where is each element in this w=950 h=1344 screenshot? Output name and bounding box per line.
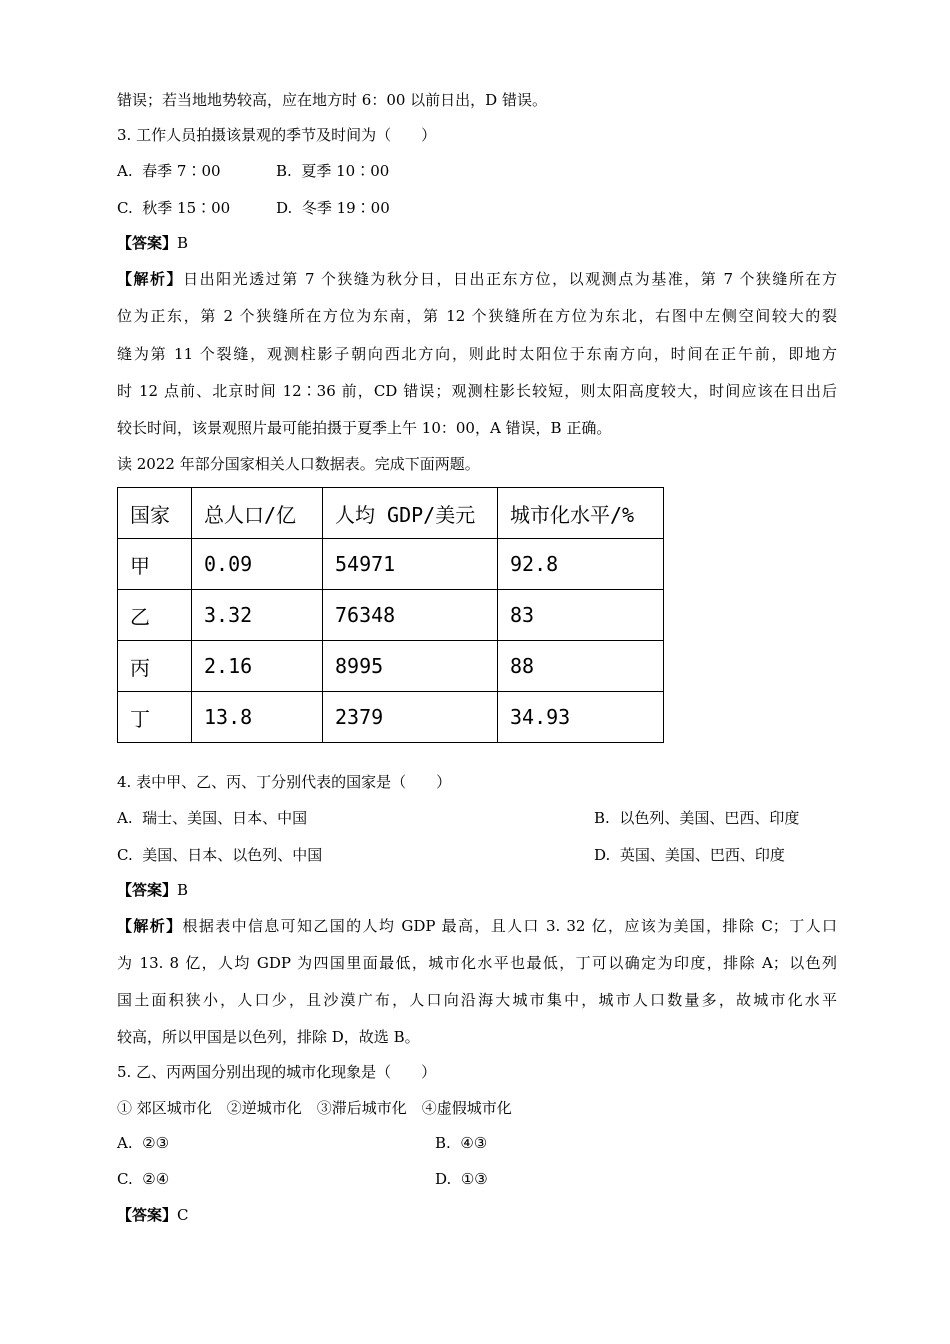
q3-answer (117, 233, 837, 253)
option-letter: A. (117, 809, 133, 827)
cell-population: 2.16 (192, 641, 323, 692)
q5-option-b (435, 1133, 487, 1153)
q5-option-d (435, 1169, 488, 1189)
q3-option-b (276, 161, 389, 181)
option-letter: B. (435, 1134, 451, 1152)
q3-option-d (276, 198, 390, 218)
cell-country: 甲 (118, 539, 192, 590)
table-intro: 读 2022 年部分国家相关人口数据表。完成下面两题。 (117, 455, 480, 473)
q4-analysis-line-4: 较高，所以甲国是以色列，排除 D，故选 B。 (117, 1028, 420, 1046)
table-header-row (118, 488, 664, 539)
option-text: ②③ (142, 1134, 170, 1152)
q3-analysis-line-4: 时 12 点前、北京时间 12∶36 前，CD 错误；观测柱影长较短，则太阳高度较大，时间应该在日出后 (117, 382, 837, 400)
option-letter: C. (117, 846, 133, 864)
option-text: 冬季 19∶00 (301, 199, 390, 217)
q5-stem: 5. 乙、丙两国分别出现的城市化现象是（ ） (117, 1063, 437, 1081)
answer-label: 【答案】 (117, 881, 178, 899)
table-row (118, 539, 664, 590)
option-letter: A. (117, 1134, 133, 1152)
option-letter: B. (594, 809, 610, 827)
option-letter: C. (117, 1170, 133, 1188)
population-data-table (117, 487, 664, 743)
q2-analysis-tail: 错误；若当地地势较高，应在地方时 6：00 以前日出，D 错误。 (117, 91, 547, 109)
q3-option-a (117, 161, 221, 181)
option-text: 秋季 15∶00 (142, 199, 231, 217)
option-text: 瑞士、美国、日本、中国 (142, 809, 308, 827)
q5-option-c (117, 1169, 169, 1189)
header-gdp: 人均 GDP/美元 (323, 488, 498, 539)
answer-value: B (177, 881, 189, 899)
cell-urbanization: 83 (498, 590, 664, 641)
table-row (118, 641, 664, 692)
header-urbanization: 城市化水平/% (498, 488, 664, 539)
header-country: 国家 (118, 488, 192, 539)
answer-label: 【答案】 (117, 1206, 178, 1224)
option-letter: C. (117, 199, 133, 217)
q4-analysis-line-3: 国土面积狭小，人口少，且沙漠广布，人口向沿海大城市集中，城市人口数量多，故城市化水平 (117, 991, 837, 1009)
option-text: ②④ (142, 1170, 170, 1188)
q4-option-c (117, 845, 322, 865)
q3-analysis-line-1: 【解析】日出阳光透过第 7 个狭缝为秋分日，日出正东方位，以观测点为基准，第 7 个狭缝所在方 (117, 270, 837, 288)
q3-option-c (117, 198, 230, 218)
table-row (118, 590, 664, 641)
option-text: 美国、日本、以色列、中国 (142, 846, 323, 864)
q3-stem: 3. 工作人员拍摄该景观的季节及时间为（ ） (117, 126, 437, 144)
cell-population: 13.8 (192, 692, 323, 743)
cell-population: 0.09 (192, 539, 323, 590)
option-text: ④③ (460, 1134, 488, 1152)
header-population: 总人口/亿 (192, 488, 323, 539)
q4-option-d (594, 845, 785, 865)
cell-country: 丙 (118, 641, 192, 692)
cell-gdp: 54971 (323, 539, 498, 590)
q4-option-a (117, 808, 307, 828)
answer-value: C (177, 1206, 189, 1224)
q4-analysis-line-2: 为 13. 8 亿，人均 GDP 为四国里面最低，城市化水平也最低，丁可以确定为印度，排除 A；以色列 (117, 954, 837, 972)
q4-stem: 4. 表中甲、乙、丙、丁分别代表的国家是（ ） (117, 773, 452, 791)
option-letter: B. (276, 162, 292, 180)
cell-urbanization: 88 (498, 641, 664, 692)
cell-urbanization: 34.93 (498, 692, 664, 743)
cell-country: 丁 (118, 692, 192, 743)
option-letter: D. (276, 199, 293, 217)
q3-analysis-line-5: 较长时间，该景观照片最可能拍摄于夏季上午 10：00，A 错误，B 正确。 (117, 419, 612, 437)
option-letter: D. (594, 846, 611, 864)
option-text: 英国、美国、巴西、印度 (619, 846, 785, 864)
q5-items: ① 郊区城市化 ②逆城市化 ③滞后城市化 ④虚假城市化 (117, 1099, 512, 1117)
answer-value: B (177, 234, 189, 252)
q4-answer (117, 880, 837, 900)
cell-urbanization: 92.8 (498, 539, 664, 590)
cell-gdp: 8995 (323, 641, 498, 692)
q4-option-b (594, 808, 799, 828)
option-text: 春季 7∶00 (142, 162, 221, 180)
q3-analysis-line-3: 缝为第 11 个裂缝，观测柱影子朝向西北方向，则此时太阳位于东南方向，时间在正午前，即地方 (117, 345, 837, 363)
option-text: 以色列、美国、巴西、印度 (619, 809, 800, 827)
answer-label: 【答案】 (117, 234, 178, 252)
cell-population: 3.32 (192, 590, 323, 641)
option-text: ①③ (460, 1170, 488, 1188)
q5-option-a (117, 1133, 169, 1153)
q4-analysis-line-1: 【解析】根据表中信息可知乙国的人均 GDP 最高，且人口 3. 32 亿，应该为美国，排除 C；丁人口 (117, 917, 837, 935)
option-letter: D. (435, 1170, 452, 1188)
q5-answer (117, 1205, 837, 1225)
cell-gdp: 76348 (323, 590, 498, 641)
q3-analysis-line-2: 位为正东，第 2 个狭缝所在方位为东南，第 12 个狭缝所在方位为东北，右图中左侧空间较大的裂 (117, 307, 837, 325)
analysis-label: 【解析】 (117, 270, 184, 288)
table-row (118, 692, 664, 743)
option-letter: A. (117, 162, 133, 180)
analysis-label: 【解析】 (117, 917, 183, 935)
option-text: 夏季 10∶00 (301, 162, 390, 180)
cell-gdp: 2379 (323, 692, 498, 743)
cell-country: 乙 (118, 590, 192, 641)
